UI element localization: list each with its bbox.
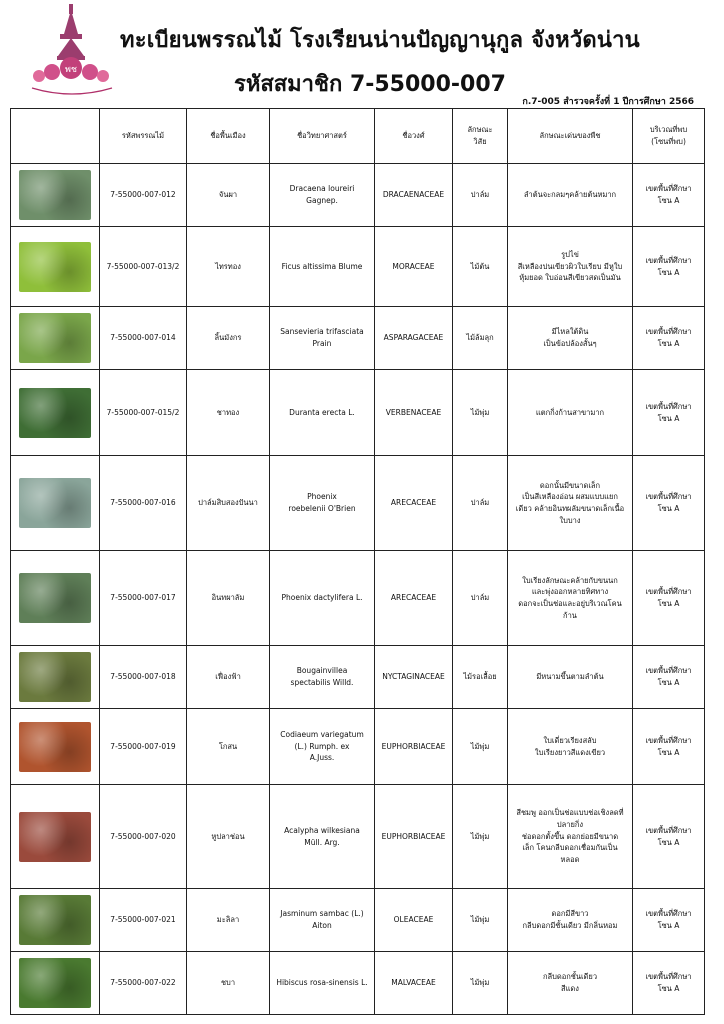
plant-photo	[19, 722, 91, 772]
family-name-cell: DRACAENACEAE	[375, 164, 453, 227]
header-scientific-name: ชื่อวิทยาศาสตร์	[270, 109, 375, 164]
scientific-name-cell: Phoenix roebelenii O'Brien	[270, 456, 375, 551]
family-name-cell: MORACEAE	[375, 227, 453, 307]
photo-cell	[11, 646, 100, 709]
family-name-cell: OLEACEAE	[375, 889, 453, 952]
header-feature: ลักษณะเด่นของพืช	[508, 109, 633, 164]
local-name-cell: ไทรทอง	[187, 227, 270, 307]
table-row	[11, 646, 705, 709]
zone-cell: เขตพื้นที่ศึกษา โซน A	[633, 370, 705, 456]
habit-cell: ไม้ล้มลุก	[453, 307, 508, 370]
plant-code-cell: 7-55000-007-022	[100, 952, 187, 1015]
habit-cell: ไม้ต้น	[453, 227, 508, 307]
local-name-cell: จันผา	[187, 164, 270, 227]
plant-photo	[19, 313, 91, 363]
feature-cell: มีไหลใต้ดิน เป็นข้อปล้องสั้นๆ	[508, 307, 633, 370]
feature-cell: รูปไข่ สีเหลืองปนเขียวผิวใบเรียบ มีหูใบ หุ้มยอด ใบอ่อนสีเขียวสดเป็นมัน	[508, 227, 633, 307]
habit-cell: ไม้รอเลื้อย	[453, 646, 508, 709]
feature-cell: ดอกมีสีขาว กลีบดอกมีชั้นเดียว มีกลิ่นหอม	[508, 889, 633, 952]
photo-cell	[11, 785, 100, 889]
zone-cell: เขตพื้นที่ศึกษา โซน A	[633, 952, 705, 1015]
habit-cell: ไม้พุ่ม	[453, 785, 508, 889]
scientific-name-cell: Dracaena loureiri Gagnep.	[270, 164, 375, 227]
plant-photo	[19, 388, 91, 438]
school-logo	[28, 4, 116, 96]
plant-code-cell: 7-55000-007-021	[100, 889, 187, 952]
header-family: ชื่อวงศ์	[375, 109, 453, 164]
header-zone: บริเวณที่พบ (โซนที่พบ)	[633, 109, 705, 164]
table-row	[11, 952, 705, 1015]
header-local-name: ชื่อพื้นเมือง	[187, 109, 270, 164]
scientific-name-cell: Ficus altissima Blume	[270, 227, 375, 307]
feature-cell: แตกกิ่งก้านสาขามาก	[508, 370, 633, 456]
zone-cell: เขตพื้นที่ศึกษา โซน A	[633, 646, 705, 709]
table-row	[11, 370, 705, 456]
habit-cell: ปาล์ม	[453, 456, 508, 551]
photo-cell	[11, 551, 100, 646]
habit-cell: ไม้พุ่ม	[453, 709, 508, 785]
zone-cell: เขตพื้นที่ศึกษา โซน A	[633, 307, 705, 370]
survey-info: ก.7-005 สำรวจครั้งที่ 1 ปีการศึกษา 2566	[522, 97, 694, 107]
scientific-name-cell: Sansevieria trifasciata Prain	[270, 307, 375, 370]
feature-cell: ใบเรียงลักษณะคล้ายกับขนนก และพุ่งออกหลายทิศทาง ดอกจะเป็นช่อและอยู่บริเวณโคน ก้าน	[508, 551, 633, 646]
photo-cell	[11, 709, 100, 785]
scientific-name-cell: Acalypha wilkesiana Müll. Arg.	[270, 785, 375, 889]
plant-code-cell: 7-55000-007-020	[100, 785, 187, 889]
scientific-name-cell: Phoenix dactylifera L.	[270, 551, 375, 646]
header-habit: ลักษณะ วิสัย	[453, 109, 508, 164]
local-name-cell: ปาล์มสิบสองปันนา	[187, 456, 270, 551]
plant-code-cell: 7-55000-007-013/2	[100, 227, 187, 307]
page-title: ทะเบียนพรรณไม้ โรงเรียนน่านปัญญานุกูล จังหวัดน่าน	[120, 28, 640, 53]
local-name-cell: ลิ้นมังกร	[187, 307, 270, 370]
scientific-name-cell: Bougainvillea spectabilis Willd.	[270, 646, 375, 709]
photo-cell	[11, 307, 100, 370]
family-name-cell: VERBENACEAE	[375, 370, 453, 456]
habit-cell: ปาล์ม	[453, 164, 508, 227]
family-name-cell: ARECACEAE	[375, 456, 453, 551]
table-row	[11, 227, 705, 307]
photo-cell	[11, 164, 100, 227]
family-name-cell: ARECACEAE	[375, 551, 453, 646]
plant-registry-table	[10, 108, 705, 1015]
table-row	[11, 551, 705, 646]
zone-cell: เขตพื้นที่ศึกษา โซน A	[633, 456, 705, 551]
table-row	[11, 785, 705, 889]
scientific-name-cell: Codiaeum variegatum (L.) Rumph. ex A.Juss.	[270, 709, 375, 785]
zone-cell: เขตพื้นที่ศึกษา โซน A	[633, 709, 705, 785]
table-row	[11, 164, 705, 227]
plant-photo	[19, 812, 91, 862]
header-photo	[11, 109, 100, 164]
local-name-cell: โกสน	[187, 709, 270, 785]
family-name-cell: MALVACEAE	[375, 952, 453, 1015]
table-header-row	[11, 109, 705, 164]
member-code-title: รหัสสมาชิก 7-55000-007	[234, 72, 506, 97]
feature-cell: กลีบดอกชั้นเดียว สีแดง	[508, 952, 633, 1015]
local-name-cell: ชาทอง	[187, 370, 270, 456]
family-name-cell: EUPHORBIACEAE	[375, 785, 453, 889]
plant-photo	[19, 958, 91, 1008]
feature-cell: ดอกนั้นมีขนาดเล็ก เป็นสีเหลืองอ่อน ผสมแบบแยก เดียว คล้ายอินทผลัมขนาดเล็กเนื้อ ใบบาง	[508, 456, 633, 551]
photo-cell	[11, 456, 100, 551]
habit-cell: ไม้พุ่ม	[453, 952, 508, 1015]
plant-code-cell: 7-55000-007-014	[100, 307, 187, 370]
zone-cell: เขตพื้นที่ศึกษา โซน A	[633, 227, 705, 307]
svg-text:พช: พช	[64, 65, 78, 75]
feature-cell: ลำต้นจะกลมๆคล้ายต้นหมาก	[508, 164, 633, 227]
zone-cell: เขตพื้นที่ศึกษา โซน A	[633, 551, 705, 646]
local-name-cell: มะลิลา	[187, 889, 270, 952]
scientific-name-cell: Jasminum sambac (L.) Aiton	[270, 889, 375, 952]
plant-photo	[19, 170, 91, 220]
habit-cell: ไม้พุ่ม	[453, 889, 508, 952]
photo-cell	[11, 370, 100, 456]
plant-photo	[19, 478, 91, 528]
photo-cell	[11, 227, 100, 307]
plant-photo	[19, 573, 91, 623]
family-name-cell: NYCTAGINACEAE	[375, 646, 453, 709]
family-name-cell: ASPARAGACEAE	[375, 307, 453, 370]
habit-cell: ไม้พุ่ม	[453, 370, 508, 456]
local-name-cell: หูปลาช่อน	[187, 785, 270, 889]
table-row	[11, 709, 705, 785]
table-row	[11, 307, 705, 370]
local-name-cell: ชบา	[187, 952, 270, 1015]
zone-cell: เขตพื้นที่ศึกษา โซน A	[633, 785, 705, 889]
feature-cell: มีหนามขึ้นตามลำต้น	[508, 646, 633, 709]
plant-photo	[19, 242, 91, 292]
header-code: รหัสพรรณไม้	[100, 109, 187, 164]
local-name-cell: อินทผาลัม	[187, 551, 270, 646]
plant-code-cell: 7-55000-007-017	[100, 551, 187, 646]
plant-code-cell: 7-55000-007-019	[100, 709, 187, 785]
zone-cell: เขตพื้นที่ศึกษา โซน A	[633, 889, 705, 952]
plant-code-cell: 7-55000-007-018	[100, 646, 187, 709]
scientific-name-cell: Duranta erecta L.	[270, 370, 375, 456]
photo-cell	[11, 889, 100, 952]
scientific-name-cell: Hibiscus rosa-sinensis L.	[270, 952, 375, 1015]
plant-code-cell: 7-55000-007-012	[100, 164, 187, 227]
table-row	[11, 456, 705, 551]
habit-cell: ปาล์ม	[453, 551, 508, 646]
plant-photo	[19, 895, 91, 945]
plant-code-cell: 7-55000-007-016	[100, 456, 187, 551]
table-row	[11, 889, 705, 952]
family-name-cell: EUPHORBIACEAE	[375, 709, 453, 785]
plant-code-cell: 7-55000-007-015/2	[100, 370, 187, 456]
plant-photo	[19, 652, 91, 702]
feature-cell: ใบเดี่ยวเรียงสลับ ใบเรียงยาวสีแดงเขียว	[508, 709, 633, 785]
feature-cell: สีชมพู ออกเป็นช่อแบบช่อเชิงลดที่ ปลายกิ่ง ช่อดอกตั้งขึ้น ดอกย่อยมีขนาด เล็ก โคนกลีบดอกเชื่อมกันเป็น หลอด	[508, 785, 633, 889]
local-name-cell: เฟื่องฟ้า	[187, 646, 270, 709]
zone-cell: เขตพื้นที่ศึกษา โซน A	[633, 164, 705, 227]
photo-cell	[11, 952, 100, 1015]
